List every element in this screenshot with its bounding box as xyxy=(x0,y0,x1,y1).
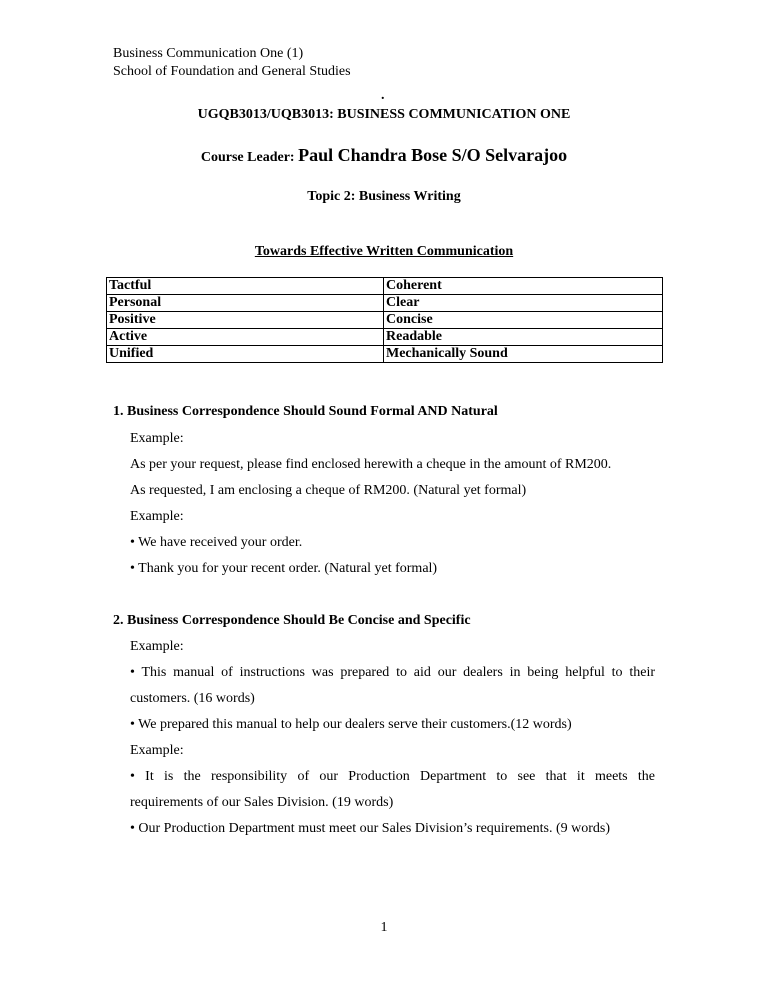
section1-line: • We have received your order. xyxy=(130,535,303,550)
table-cell: Positive xyxy=(107,312,384,329)
table-row xyxy=(107,278,663,295)
course-leader-name: Paul Chandra Bose S/O Selvarajoo xyxy=(298,145,568,165)
section2-line: • We prepared this manual to help our dealers serve their customers.(12 words) xyxy=(130,717,572,732)
section2-line: customers. (16 words) xyxy=(130,691,255,706)
section2-line: requirements of our Sales Division. (19 words) xyxy=(130,795,394,810)
table-row xyxy=(107,329,663,346)
table-row xyxy=(107,295,663,312)
section2-heading: 2. Business Correspondence Should Be Concise and Specific xyxy=(113,613,471,628)
section2-line: • Our Production Department must meet our Sales Division’s requirements. (9 words) xyxy=(130,821,611,836)
section2-line: Example: xyxy=(130,743,184,758)
page-number: 1 xyxy=(380,920,388,935)
table-cell: Clear xyxy=(384,295,663,312)
section2-line: • It is the responsibility of our Production Department to see that it meets the xyxy=(130,769,655,784)
decorative-dot: . xyxy=(381,88,385,103)
topic-title: Topic 2: Business Writing xyxy=(307,189,461,204)
table-cell: Coherent xyxy=(384,278,663,295)
table-cell: Mechanically Sound xyxy=(384,346,663,363)
header-course-name: Business Communication One (1) xyxy=(113,46,304,61)
section1-line: As requested, I am enclosing a cheque of RM200. (Natural yet formal) xyxy=(130,483,527,498)
course-title: UGQB3013/UQB3013: BUSINESS COMMUNICATION ONE xyxy=(197,107,571,122)
table-row xyxy=(107,312,663,329)
table-cell: Active xyxy=(107,329,384,346)
course-leader xyxy=(0,145,768,166)
header-school-name: School of Foundation and General Studies xyxy=(113,64,351,79)
table-cell: Personal xyxy=(107,295,384,312)
table-cell: Tactful xyxy=(107,278,384,295)
section1-line: • Thank you for your recent order. (Natural yet formal) xyxy=(130,561,438,576)
table-title: Towards Effective Written Communication xyxy=(254,244,514,259)
section1-heading: 1. Business Correspondence Should Sound Formal AND Natural xyxy=(113,404,498,419)
table-cell: Concise xyxy=(384,312,663,329)
section1-line: Example: xyxy=(130,509,184,524)
table-cell: Readable xyxy=(384,329,663,346)
section2-line: Example: xyxy=(130,639,184,654)
section1-line: As per your request, please find enclosed herewith a cheque in the amount of RM200. xyxy=(130,457,612,472)
traits-table xyxy=(106,277,663,363)
table-cell: Unified xyxy=(107,346,384,363)
course-leader-label: Course Leader: xyxy=(200,150,299,165)
section1-line: Example: xyxy=(130,431,184,446)
table-row xyxy=(107,346,663,363)
section2-line: • This manual of instructions was prepared to aid our dealers in being helpful to their xyxy=(130,665,655,680)
